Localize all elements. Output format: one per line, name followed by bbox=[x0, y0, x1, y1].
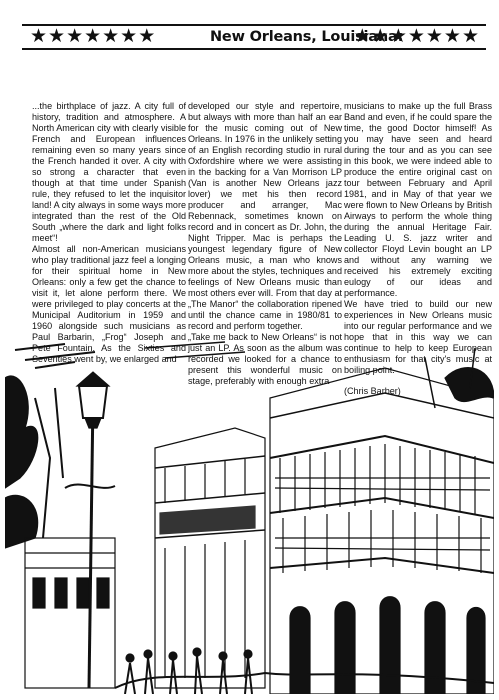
article-paragraph: developed our style and repertoire, but always with more than half an ear for the music coming out of New Orleans. In 1976 in the unlikely setting of an English recording studio in rural Oxfordshire where we were assisting in the backing for a Van Morrison LP (Van is another New Orleans jazz lover) we met his then record producer and arranger, Mac Rebennack, sometimes known on record and in concert as Dr. John, the Night Tripper. Mac is perhaps the youngest legendary figure of New Orleans music, a man who knows more about the styles, techniques and feelings of New Orleans music than most others ever will. From that day at „The Manor“ the collaboration ripened until the chance came in 1980/81 to record and perform together. bbox=[188, 101, 342, 331]
header-rule-bottom bbox=[22, 48, 486, 50]
page-title: New Orleans, Louisiana: bbox=[210, 29, 404, 45]
street-sketch-image bbox=[5, 338, 494, 694]
article-paragraph: ...the birthplace of jazz. A city full of history, tradition and atmosphere. A North American city with clearly visible French and European influences remaining even so many years since the French handed it over. A city with so strong a character that even though at that time under Spanish rule, they refused to let the inquisitor land! A city always in some ways more integrated than the rest of the Old South „where the dark and light folks meet“! bbox=[32, 101, 186, 243]
page-header bbox=[22, 24, 486, 50]
star-row-left-icon: ★★★★★★★ bbox=[30, 26, 157, 47]
article-paragraph: „Take me back to New Orleans“ is not just an LP. As soon as the album was recorded we looked for a chance to present this wonderful music on stage, preferably with enough extra bbox=[188, 332, 342, 386]
article-column-1 bbox=[32, 101, 186, 365]
article-paragraph: Almost all non-American musicians who play traditional jazz feel a longing for their spiritual home in New Orleans: only a few get the chance to visit it, let alone perform there. We were privileged to play concerts at the Municipal Auditorium in 1959 and 1960 alongside such musicians as Paul Barbarin, „Frog“ Joseph and Pete Fountain. As the Sixties and Seventies went by, we enlarged and bbox=[32, 244, 186, 364]
star-row-right-icon: ★★★★★★★ bbox=[353, 26, 480, 47]
article-paragraph: musicians to make up the full Brass Band and even, if he could spare the time, the good Doctor himself! As you may have seen and heard during the tour and as you can see in this book, we were indeed able to produce the entire original cast on tour between February and April 1981, and in May of that year we were flown to New Orleans by British Airways to perform the whole thing during the annual Heritage Fair. Leading U. S. jazz writer and collector Floyd Levin bought an LP and without any warning we received his extremely exciting eulogy of our ideas and performance. bbox=[344, 101, 492, 298]
street-illustration bbox=[5, 338, 494, 694]
article-paragraph: We have tried to build our new experiences in New Orleans music into our regular performance and we hope that in this way we can continue to help to keep European enthusiasm for that city's music at boiling point. bbox=[344, 299, 492, 375]
author-signature: (Chris Barber) bbox=[344, 386, 401, 396]
